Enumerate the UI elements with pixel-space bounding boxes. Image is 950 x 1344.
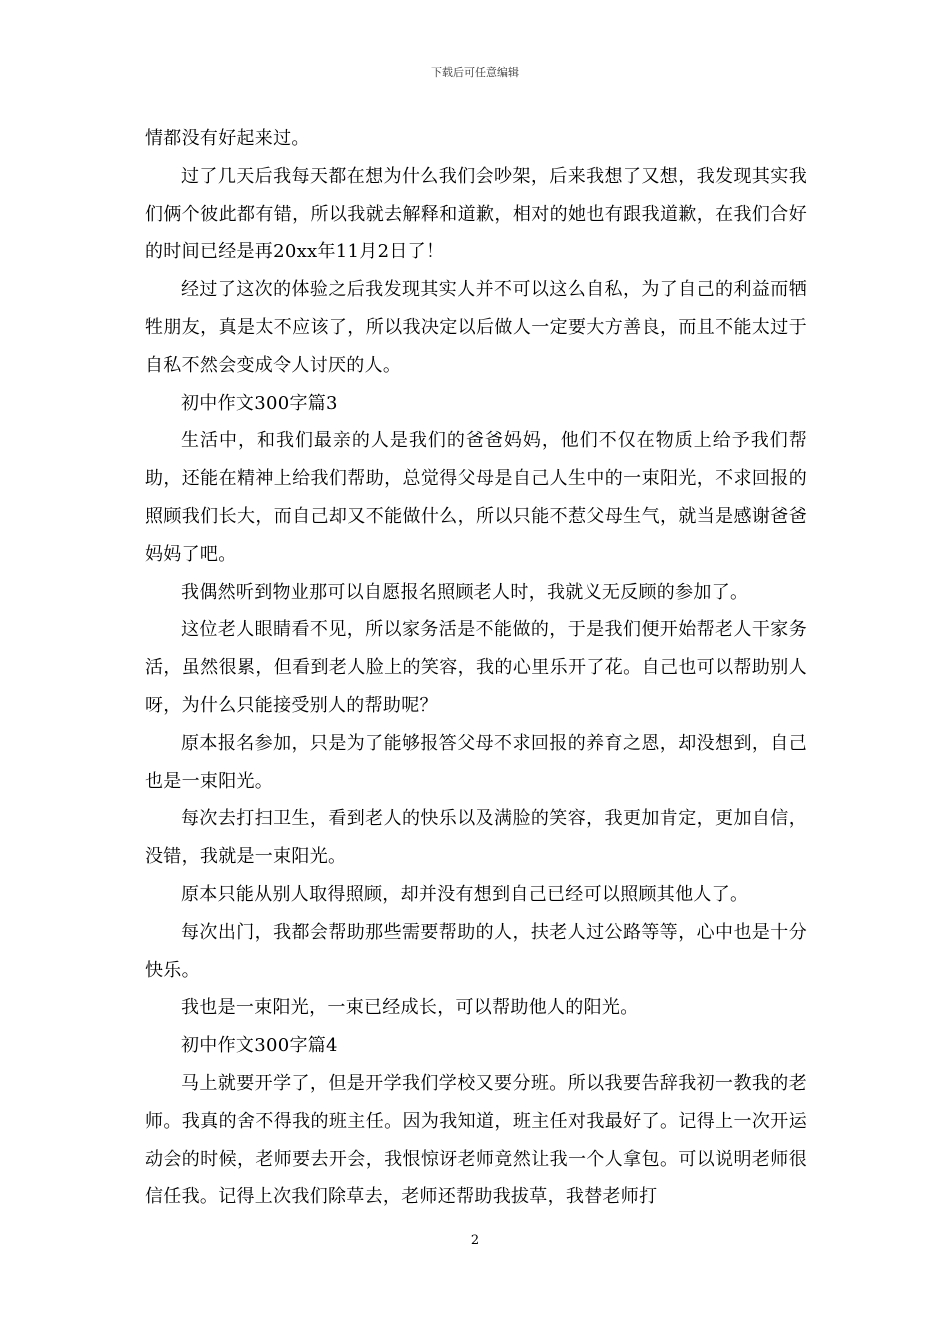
paragraph: 每次去打扫卫生，看到老人的快乐以及满脸的笑容，我更加肯定，更加自信，没错，我就是一束阳光。 [145,808,807,868]
document-body [145,120,807,1216]
paragraph: 情都没有好起来过。 [145,128,310,149]
page-number: 2 [470,1233,480,1248]
paragraph: 过了几天后我每天都在想为什么我们会吵架，后来我想了又想，我发现其实我们俩个彼此都有错，所以我就去解释和道歉，相对的她也有跟我道歉，在我们合好的时间已经是再20xx年11月2日了！ [145,165,807,263]
paragraph: 原本只能从别人取得照顾，却并没有想到自己已经可以照顾其他人了。 [181,883,749,905]
paragraph: 这位老人眼睛看不见，所以家务活是不能做的，于是我们便开始帮老人干家务活，虽然很累，但看到老人脸上的笑容，我的心里乐开了花。自己也可以帮助别人呀，为什么只能接受别人的帮助呢？ [145,619,807,716]
paragraph: 我也是一束阳光，一束已经成长，可以帮助他人的阳光。 [181,997,639,1019]
page-header: 下载后可任意编辑 [431,66,519,79]
paragraph: 马上就要开学了，但是开学我们学校又要分班。所以我要告辞我初一教我的老师。我真的舍不得我的班主任。因为我知道，班主任对我最好了。记得上一次开运动会的时候，老师要去开会，我恨惊讶老师竟然让我一个人拿包。可以说明老师很信任我。记得上次我们除草去，老师还帮助我拔草，我替老师打 [145,1072,807,1208]
paragraph: 原本报名参加，只是为了能够报答父母不求回报的养育之恩，却没想到，自己也是一束阳光。 [145,732,807,792]
section-heading: 初中作文300字篇4 [181,1035,338,1057]
paragraph: 经过了这次的体验之后我发现其实人并不可以这么自私，为了自己的利益而牺牲朋友，真是太不应该了，所以我决定以后做人一定要大方善良，而且不能太过于自私不然会变成令人讨厌的人。 [145,279,807,376]
paragraph: 生活中，和我们最亲的人是我们的爸爸妈妈，他们不仅在物质上给予我们帮助，还能在精神上给我们帮助，总觉得父母是自己人生中的一束阳光，不求回报的照顾我们长大，而自己却又不能做什么，所以只能不惹父母生气，就当是感谢爸爸妈妈了吧。 [145,430,807,565]
paragraph: 每次出门，我都会帮助那些需要帮助的人，扶老人过公路等等，心中也是十分快乐。 [145,921,807,981]
paragraph: 我偶然听到物业那可以自愿报名照顾老人时，我就义无反顾的参加了。 [181,581,749,603]
section-heading: 初中作文300字篇3 [181,392,338,414]
